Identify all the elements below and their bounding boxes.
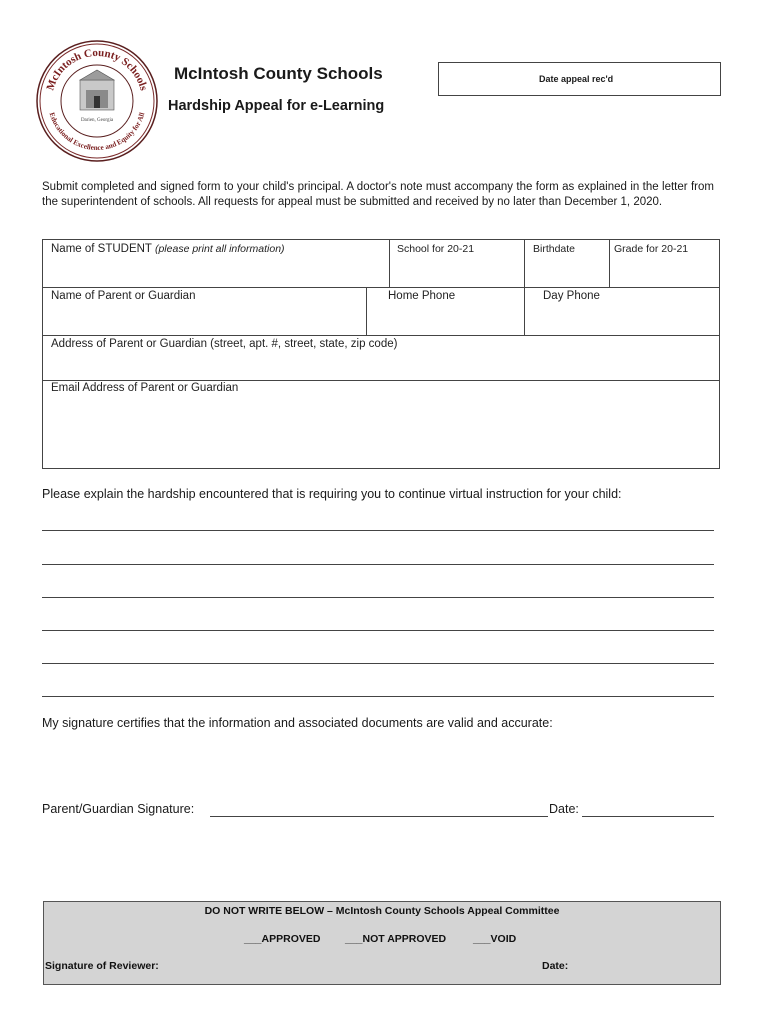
seal-text-bottom: Educational Excellence and Equity for All bbox=[47, 111, 147, 153]
form-title: Hardship Appeal for e-Learning bbox=[168, 98, 385, 114]
table-divider bbox=[389, 240, 390, 288]
hardship-write-line[interactable] bbox=[42, 530, 714, 531]
reviewer-signature-label: Signature of Reviewer: bbox=[45, 960, 159, 972]
table-divider bbox=[43, 335, 719, 336]
grade-label: Grade for 20-21 bbox=[614, 243, 689, 255]
hardship-write-line[interactable] bbox=[42, 564, 714, 565]
parent-name-label: Name of Parent or Guardian bbox=[51, 290, 196, 302]
school-label: School for 20-21 bbox=[397, 243, 475, 255]
table-divider bbox=[366, 287, 367, 335]
date-received-label: Date appeal rec'd bbox=[539, 74, 614, 84]
hardship-write-line[interactable] bbox=[42, 663, 714, 664]
table-divider bbox=[609, 240, 610, 288]
hardship-write-line[interactable] bbox=[42, 696, 714, 697]
hardship-write-line[interactable] bbox=[42, 630, 714, 631]
date-received-box[interactable] bbox=[438, 62, 721, 96]
school-seal-logo bbox=[36, 40, 158, 162]
seal-text-top: McIntosh County Schools bbox=[44, 46, 150, 92]
reviewer-date-label: Date: bbox=[542, 960, 569, 972]
table-divider bbox=[43, 380, 719, 381]
email-label: Email Address of Parent or Guardian bbox=[51, 382, 239, 394]
intro-instructions: Submit completed and signed form to your child's principal. A doctor's note must accompany the form as explained in the letter from the superintendent of schools. All requests for appeal must be submitted and received by no later than December 1, 2020. bbox=[42, 181, 714, 208]
committee-heading: DO NOT WRITE BELOW – McIntosh County Schools Appeal Committee bbox=[204, 905, 560, 917]
org-name: McIntosh County Schools bbox=[174, 64, 383, 83]
approved-option[interactable]: ___APPROVED bbox=[244, 933, 321, 945]
student-name-cell[interactable] bbox=[51, 243, 285, 255]
committee-section bbox=[43, 901, 721, 985]
signature-date-line[interactable] bbox=[582, 816, 714, 817]
student-name-label: Name of STUDENT bbox=[51, 243, 152, 255]
not-approved-option[interactable]: ___NOT APPROVED bbox=[345, 933, 447, 945]
parent-signature-label: Parent/Guardian Signature: bbox=[42, 802, 195, 816]
home-phone-label: Home Phone bbox=[388, 290, 456, 302]
day-phone-label: Day Phone bbox=[543, 290, 600, 302]
hardship-prompt: Please explain the hardship encountered that is requiring you to continue virtual instruction for your child: bbox=[42, 487, 622, 501]
address-label: Address of Parent or Guardian (street, apt. #, street, state, zip code) bbox=[51, 338, 398, 350]
info-table bbox=[42, 239, 720, 469]
student-name-note: (please print all information) bbox=[154, 243, 285, 255]
seal-text-city: Darien, Georgia bbox=[80, 118, 114, 123]
table-divider bbox=[43, 287, 719, 288]
hardship-write-line[interactable] bbox=[42, 597, 714, 598]
certify-statement: My signature certifies that the information and associated documents are valid and accurate: bbox=[42, 716, 553, 730]
signature-row bbox=[42, 802, 714, 816]
parent-signature-line[interactable] bbox=[210, 816, 548, 817]
void-option[interactable]: ___VOID bbox=[473, 933, 517, 945]
birthdate-label: Birthdate bbox=[533, 243, 576, 255]
signature-date-label: Date: bbox=[549, 802, 579, 816]
